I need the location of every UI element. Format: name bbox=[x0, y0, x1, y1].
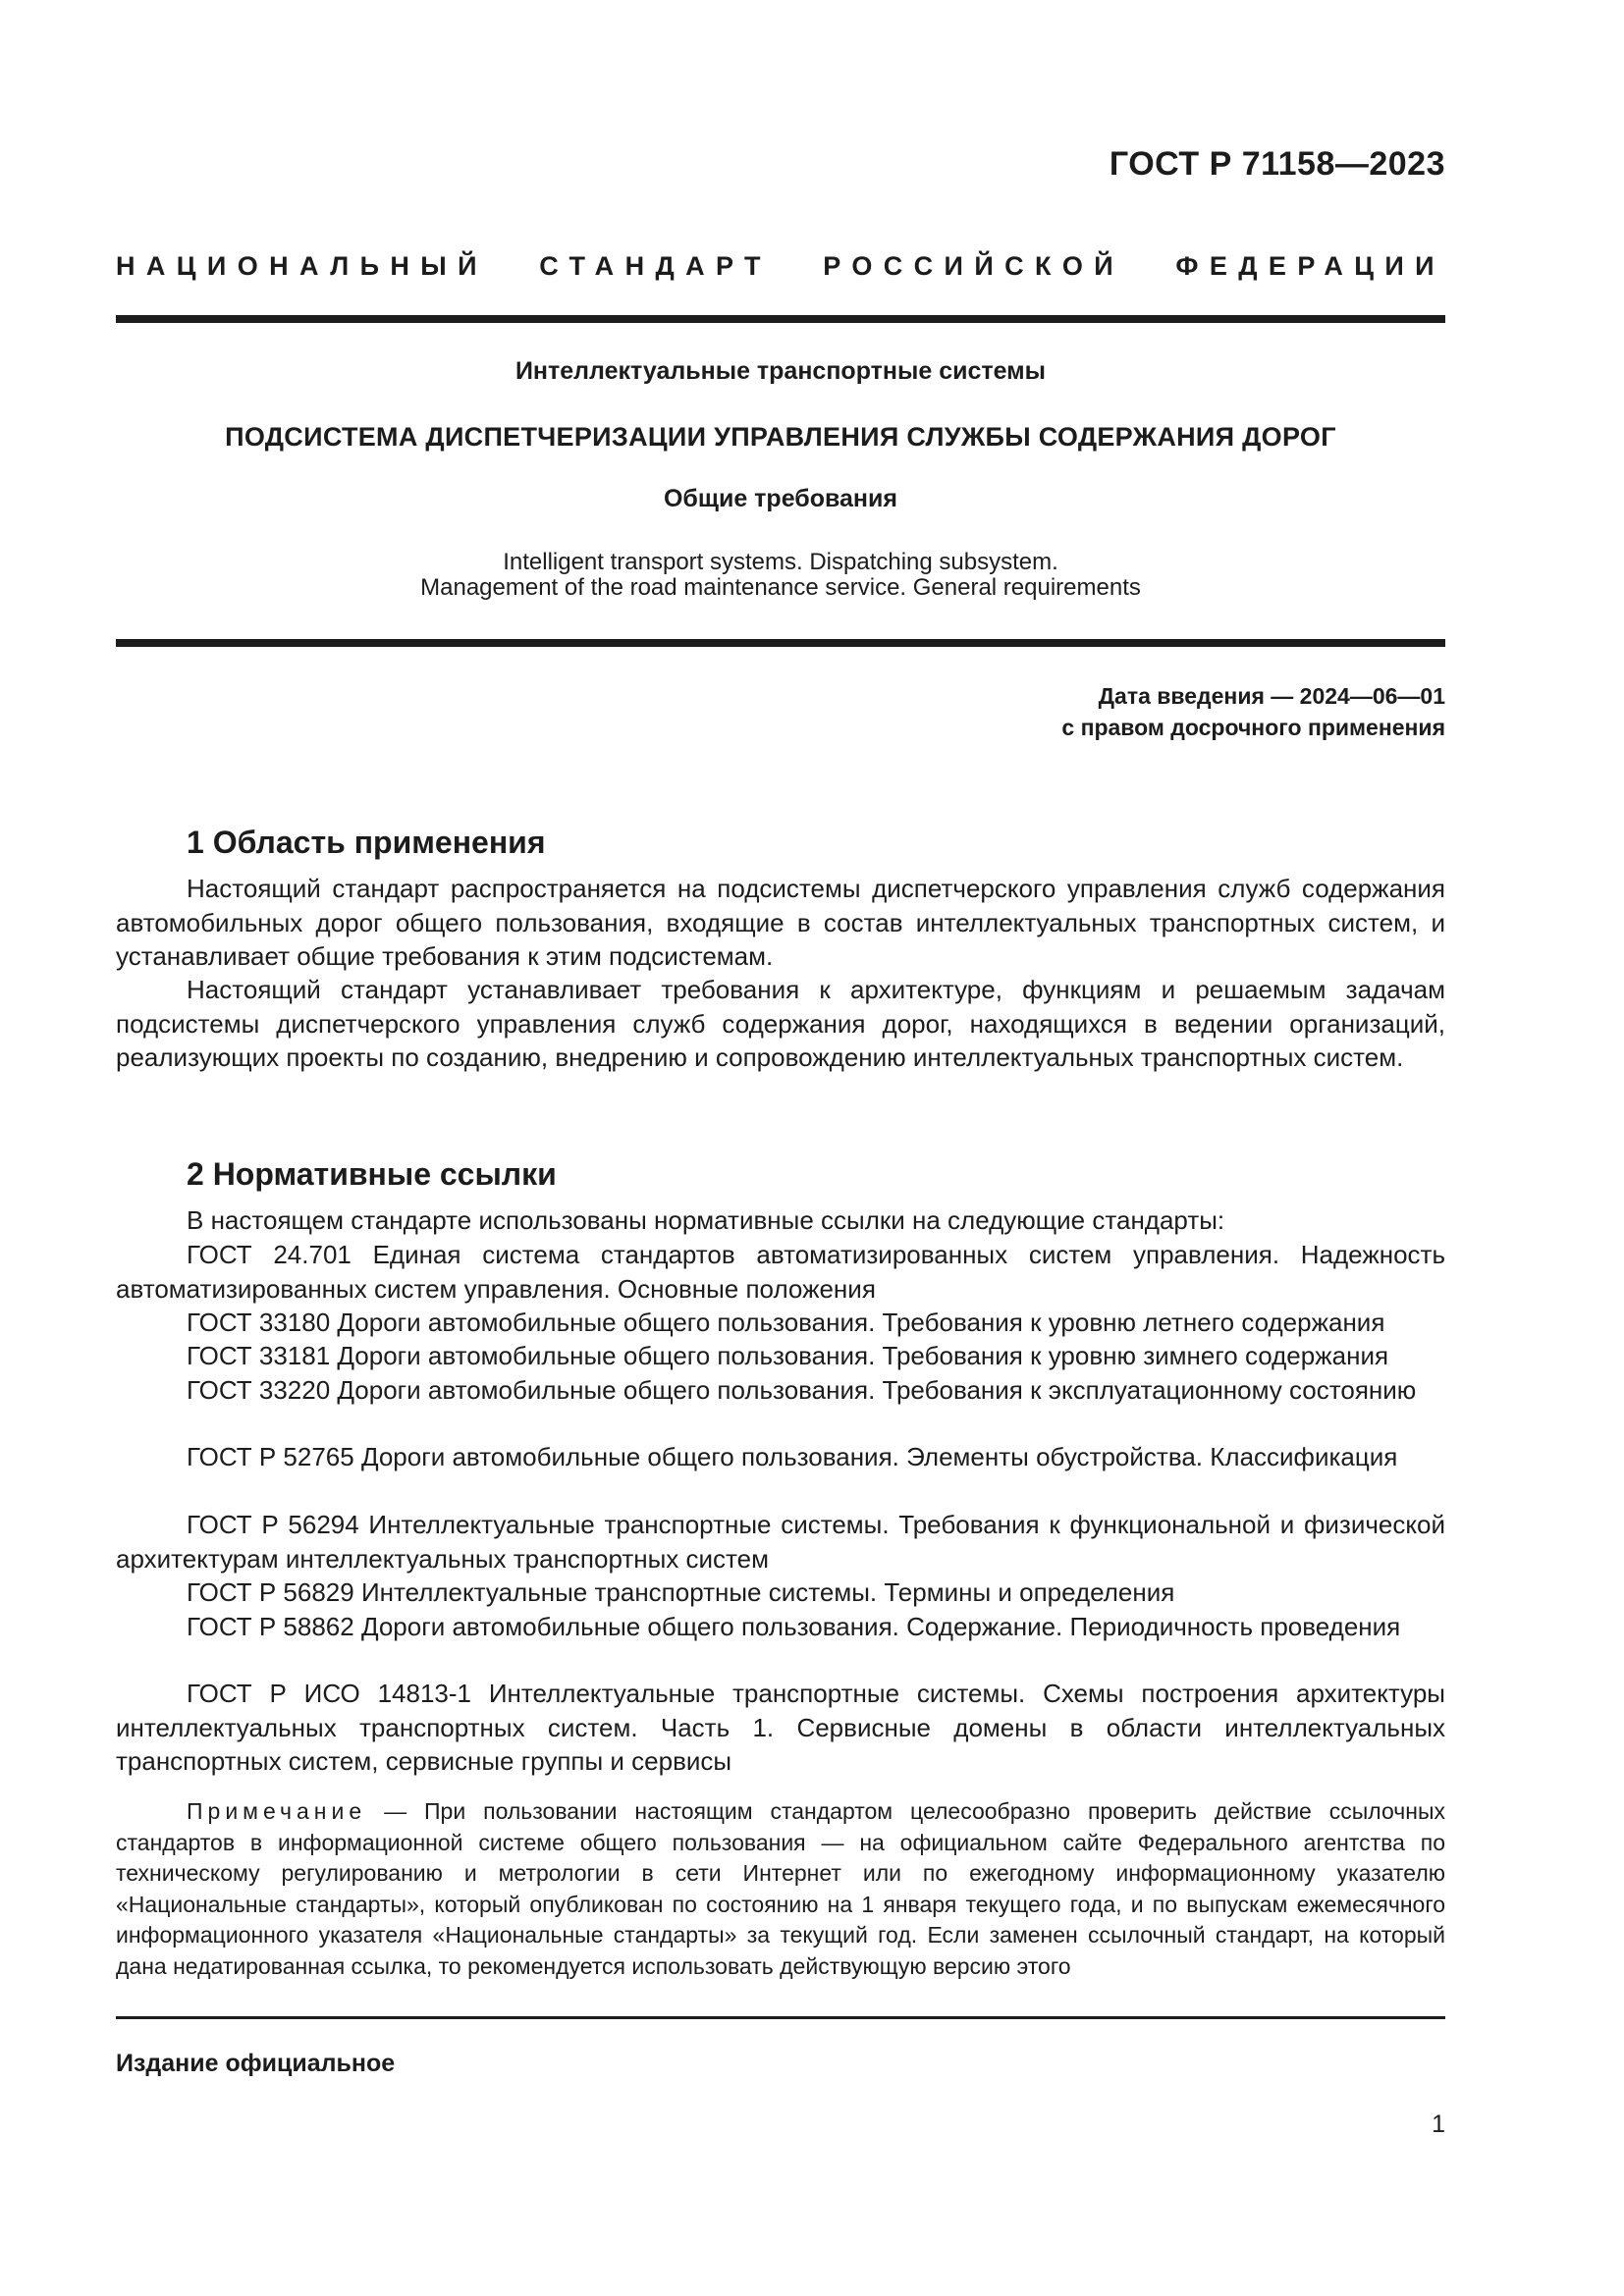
reference-item: ГОСТ Р 58862 Дороги автомобильные общего пользования. Содержание. Периодичность проведения bbox=[187, 1612, 1401, 1641]
introduction-date: Дата введения — 2024—06—01 bbox=[1098, 683, 1445, 709]
section-1-paragraph-2: Настоящий стандарт устанавливает требования к архитектуре, функциям и решаемым задачам подсистемы диспетчерского управления служб содержания дорог, находящихся в ведении организаций, реализующих проекты по созданию, внедрению и сопровождению интеллектуальных транспортных систем. bbox=[116, 975, 1445, 1072]
note-label: Примечание bbox=[187, 1798, 367, 1824]
section-2-heading: 2 Нормативные ссылки bbox=[187, 1156, 557, 1192]
reference-item: ГОСТ Р 52765 Дороги автомобильные общего пользования. Элементы обустройства. Классификация bbox=[187, 1442, 1398, 1471]
section-2-intro: В настоящем стандарте использованы нормативные ссылки на следующие стандарты: bbox=[187, 1205, 1225, 1235]
title-line-2: ПОДСИСТЕМА ДИСПЕТЧЕРИЗАЦИИ УПРАВЛЕНИЯ СЛУЖБЫ СОДЕРЖАНИЯ ДОРОГ bbox=[225, 422, 1336, 452]
page-number: 1 bbox=[1432, 2110, 1445, 2138]
early-application-note: с правом досрочного применения bbox=[1061, 715, 1445, 740]
reference-item: ГОСТ Р 56294 Интеллектуальные транспортные системы. Требования к функциональной и физической архитектурам интеллектуальных транспортных систем bbox=[116, 1510, 1445, 1574]
references-note bbox=[116, 1796, 1445, 1982]
reference-item: ГОСТ 33181 Дороги автомобильные общего пользования. Требования к уровню зимнего содержания bbox=[187, 1341, 1389, 1370]
reference-item: ГОСТ 33180 Дороги автомобильные общего пользования. Требования к уровню летнего содержания bbox=[187, 1308, 1385, 1337]
title-divider bbox=[116, 639, 1445, 647]
title-line-1: Интеллектуальные транспортные системы bbox=[514, 357, 1047, 385]
title-line-3: Общие требования bbox=[663, 485, 897, 512]
official-edition-label: Издание официальное bbox=[116, 2050, 396, 2077]
reference-item: ГОСТ Р ИСО 14813-1 Интеллектуальные транспортные системы. Схемы построения архитектуры интеллектуальных транспортных систем. Часть 1. Сервисные домены в области интеллектуальных транспортных систем, сервисные группы и сервисы bbox=[116, 1679, 1445, 1776]
standard-code: ГОСТ Р 71158—2023 bbox=[1109, 145, 1445, 183]
reference-item: ГОСТ 24.701 Единая система стандартов автоматизированных систем управления. Надежность автоматизированных систем управления. Основные положения bbox=[116, 1240, 1445, 1304]
section-1-paragraph-1: Настоящий стандарт распространяется на подсистемы диспетчерского управления служб содержания автомобильных дорог общего пользования, входящие в состав интеллектуальных транспортных систем, и устанавливает общие требования к этим подсистемам. bbox=[116, 874, 1445, 971]
national-standard-banner: НАЦИОНАЛЬНЫЙ СТАНДАРТ РОССИЙСКОЙ ФЕДЕРАЦИИ bbox=[116, 251, 1445, 281]
section-1-heading: 1 Область применения bbox=[187, 825, 546, 860]
note-text: — При пользовании настоящим стандартом целесообразно проверить действие ссылочных стандартов в информационной системе общего пользования — на официальном сайте Федерального агентства по техническому регулированию и метрологии в сети Интернет или по ежегодному информационному указателю «Национальные стандарты», который опубликован по состоянию на 1 января текущего года, и по выпускам ежемесячного информационного указателя «Национальные стандарты» за текущий год. Если заменен ссылочный стандарт, на который дана недатированная ссылка, то рекомендуется использовать действующую версию этого bbox=[116, 1798, 1445, 1979]
reference-item: ГОСТ 33220 Дороги автомобильные общего пользования. Требования к эксплуатационному состоянию bbox=[187, 1375, 1417, 1405]
top-divider bbox=[116, 315, 1445, 323]
footer-divider bbox=[116, 2016, 1445, 2019]
english-title-line-2: Management of the road maintenance service. General requirements bbox=[420, 574, 1141, 601]
reference-item: ГОСТ Р 56829 Интеллектуальные транспортные системы. Термины и определения bbox=[187, 1577, 1175, 1607]
english-title-line-1: Intelligent transport systems. Dispatching subsystem. bbox=[503, 549, 1058, 575]
